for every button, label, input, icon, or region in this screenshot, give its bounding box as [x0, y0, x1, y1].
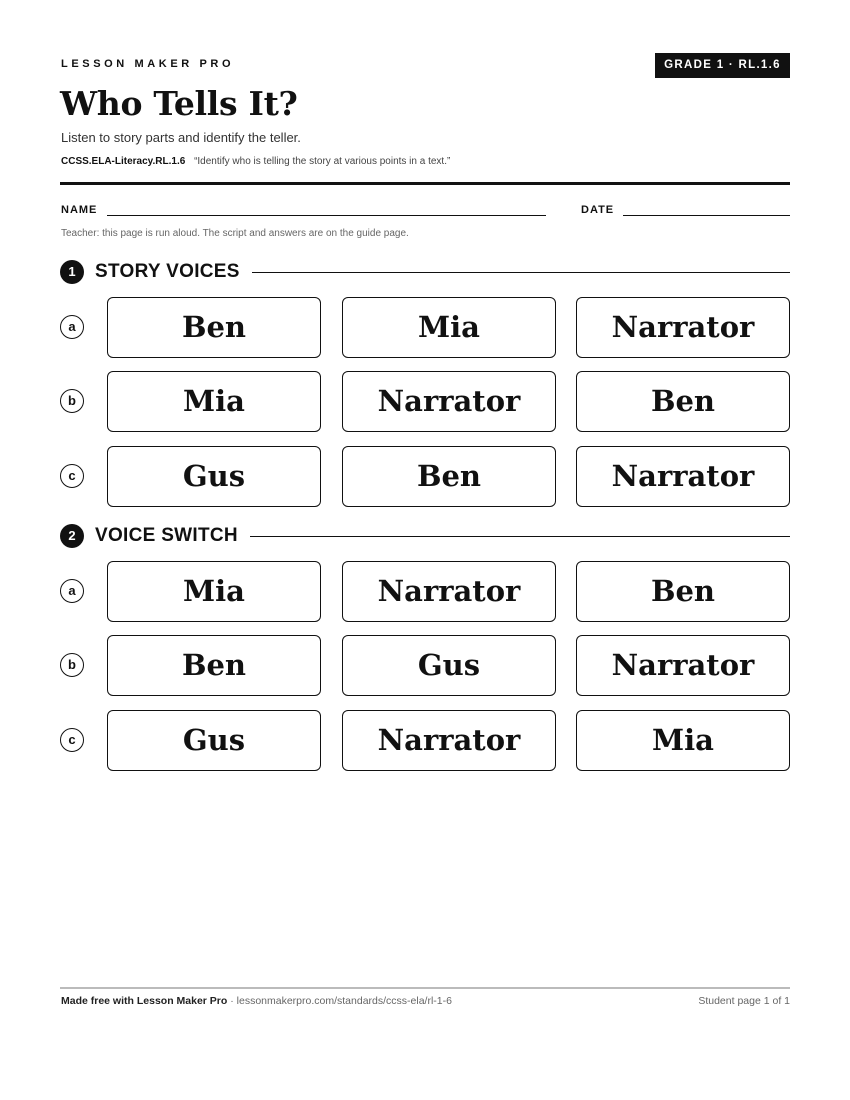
footer-url[interactable]: · lessonmakerpro.com/standards/ccss-ela/rl-1-6: [227, 995, 452, 1007]
answer-choice[interactable]: Gus: [107, 446, 321, 507]
answer-choice[interactable]: Ben: [107, 635, 321, 696]
row-letter: c: [60, 464, 84, 488]
section-title: VOICE SWITCH: [95, 525, 250, 547]
name-label: NAME: [61, 204, 98, 216]
section-number: 2: [60, 524, 84, 548]
row-letter: b: [60, 389, 84, 413]
answer-choice[interactable]: Mia: [107, 371, 321, 432]
answer-choice[interactable]: Mia: [342, 297, 556, 358]
section-title: STORY VOICES: [95, 261, 252, 283]
footer-page-number: Student page 1 of 1: [698, 995, 790, 1007]
answer-choice[interactable]: Ben: [576, 371, 790, 432]
date-label: DATE: [581, 204, 615, 216]
section-number: 1: [60, 260, 84, 284]
row-letter: c: [60, 728, 84, 752]
teacher-note: Teacher: this page is run aloud. The script and answers are on the guide page.: [61, 228, 409, 239]
row-letter: a: [60, 315, 84, 339]
question-row: [60, 635, 790, 697]
date-field-line[interactable]: [623, 215, 790, 216]
brand-wordmark: LESSON MAKER PRO: [61, 58, 235, 70]
answer-choice[interactable]: Narrator: [576, 635, 790, 696]
answer-choice[interactable]: Gus: [342, 635, 556, 696]
question-row: [60, 371, 790, 433]
section-story-voices: [60, 260, 790, 284]
answer-choice[interactable]: Ben: [107, 297, 321, 358]
question-row: [60, 446, 790, 508]
question-row: [60, 561, 790, 623]
footer-brand: Made free with Lesson Maker Pro: [61, 995, 228, 1007]
answer-choice[interactable]: Ben: [576, 561, 790, 622]
section-rule: [250, 536, 790, 537]
standard-code: CCSS.ELA-Literacy.RL.1.6: [61, 156, 186, 167]
section-voice-switch: [60, 524, 790, 548]
answer-choice[interactable]: Narrator: [576, 297, 790, 358]
standard-text: “Identify who is telling the story at various points in a text.”: [194, 156, 451, 167]
section-rule: [250, 272, 790, 273]
answer-choice[interactable]: Ben: [342, 446, 556, 507]
page-title: Who Tells It?: [60, 84, 298, 123]
row-letter: b: [60, 653, 84, 677]
answer-choice[interactable]: Narrator: [342, 561, 556, 622]
footer-credit: [61, 995, 452, 1007]
footer-divider: [60, 987, 790, 989]
standard-line: [61, 156, 450, 167]
answer-choice[interactable]: Gus: [107, 710, 321, 771]
answer-choice[interactable]: Narrator: [576, 446, 790, 507]
row-letter: a: [60, 579, 84, 603]
name-field-line[interactable]: [107, 215, 546, 216]
question-row: [60, 297, 790, 359]
answer-choice[interactable]: Narrator: [342, 371, 556, 432]
answer-choice[interactable]: Mia: [107, 561, 321, 622]
answer-choice[interactable]: Narrator: [342, 710, 556, 771]
answer-choice[interactable]: Mia: [576, 710, 790, 771]
grade-badge: GRADE 1 · RL.1.6: [655, 53, 790, 78]
header-divider: [60, 182, 790, 185]
page-subtitle: Listen to story parts and identify the teller.: [61, 130, 301, 145]
question-row: [60, 710, 790, 772]
